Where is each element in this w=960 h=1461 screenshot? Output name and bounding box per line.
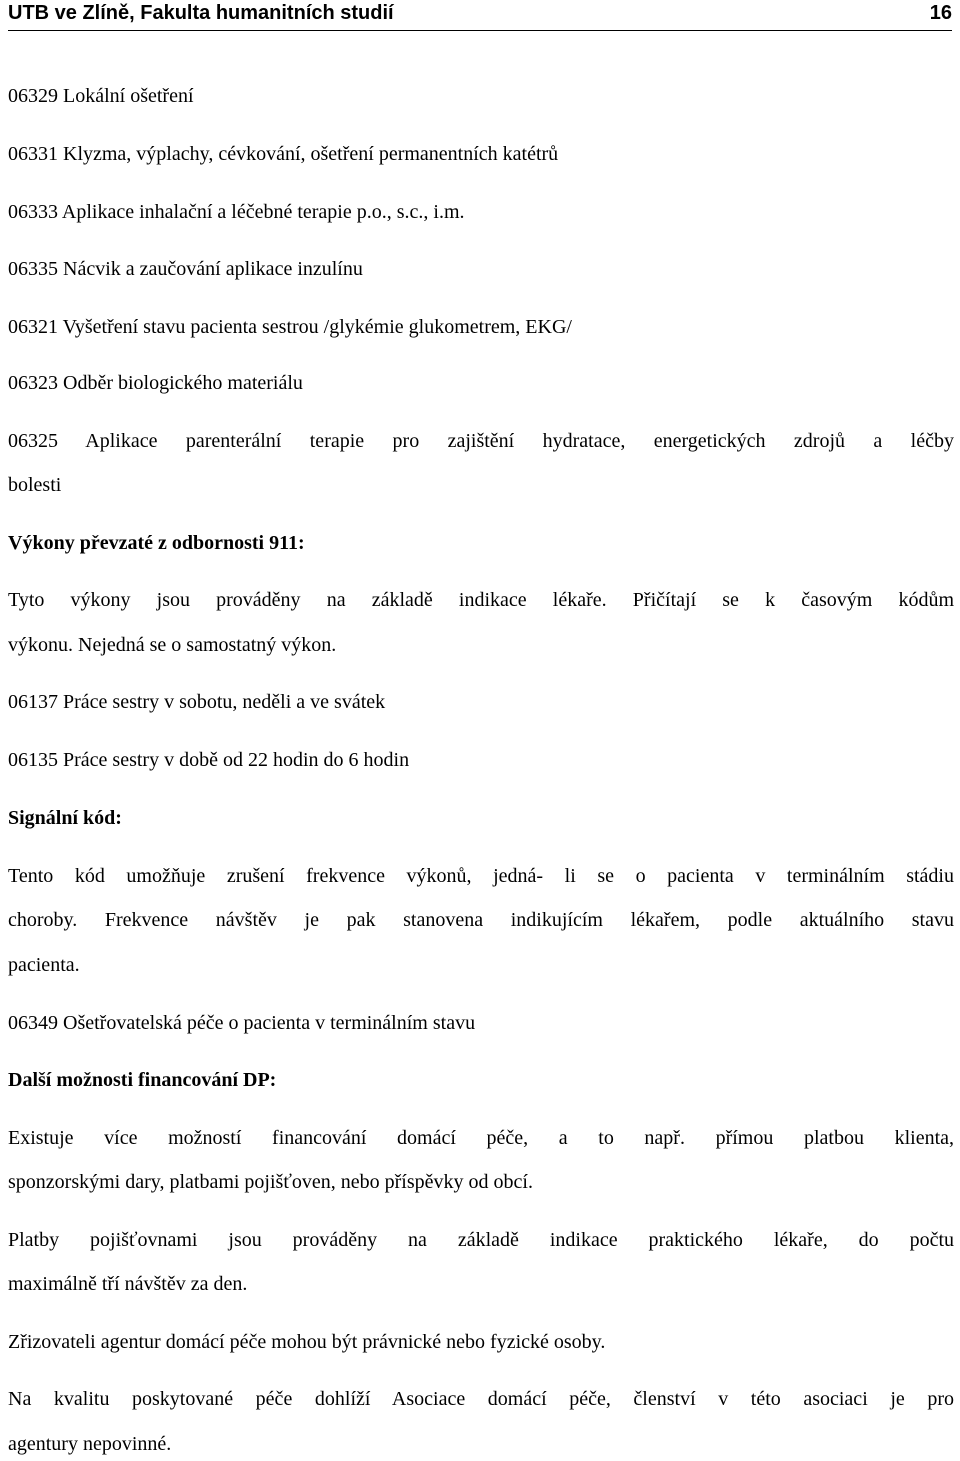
paragraph-signal-line2: choroby. Frekvence návštěv je pak stanovena indikujícím lékařem, podle aktuálního stavu <box>8 909 954 931</box>
code-line-06329: 06329 Lokální ošetření <box>8 85 194 107</box>
paragraph-financing-line1: Existuje více možností financování domácí péče, a to např. přímou platbou klienta, <box>8 1127 954 1149</box>
code-line-06325: 06325 Aplikace parenterální terapie pro zajištění hydratace, energetických zdrojů a léčby <box>8 430 954 452</box>
page-header <box>8 0 952 31</box>
paragraph-signal-line3: pacienta. <box>8 954 80 976</box>
section-heading-911: Výkony převzaté z odbornosti 911: <box>8 532 305 554</box>
section-heading-signal-code: Signální kód: <box>8 807 122 829</box>
code-line-06325-cont: bolesti <box>8 474 62 496</box>
paragraph-founders: Zřizovateli agentur domácí péče mohou být právnické nebo fyzické osoby. <box>8 1331 606 1353</box>
paragraph-signal-line1: Tento kód umožňuje zrušení frekvence výkonů, jedná- li se o pacienta v terminálním stádiu <box>8 865 954 887</box>
paragraph-quality-line1: Na kvalitu poskytované péče dohlíží Asociace domácí péče, členství v této asociaci je pro <box>8 1388 954 1410</box>
code-line-06349: 06349 Ošetřovatelská péče o pacienta v terminálním stavu <box>8 1012 476 1034</box>
code-line-06321: 06321 Vyšetření stavu pacienta sestrou /glykémie glukometrem, EKG/ <box>8 316 572 338</box>
paragraph-insurance-line1: Platby pojišťovnami jsou prováděny na základě indikace praktického lékaře, do počtu <box>8 1229 954 1251</box>
paragraph-insurance-line2: maximálně tří návštěv za den. <box>8 1273 248 1295</box>
page-number: 16 <box>929 2 952 24</box>
code-line-06137: 06137 Práce sestry v sobotu, neděli a ve svátek <box>8 691 386 713</box>
code-line-06323: 06323 Odběr biologického materiálu <box>8 372 303 394</box>
paragraph-financing-line2: sponzorskými dary, platbami pojišťoven, nebo příspěvky od obcí. <box>8 1171 533 1193</box>
code-line-06335: 06335 Nácvik a zaučování aplikace inzulínu <box>8 258 363 280</box>
code-line-06333: 06333 Aplikace inhalační a léčebné terapie p.o., s.c., i.m. <box>8 201 465 223</box>
code-line-06331: 06331 Klyzma, výplachy, cévkování, ošetření permanentních katétrů <box>8 143 559 165</box>
section-heading-financing: Další možnosti financování DP: <box>8 1069 277 1091</box>
paragraph-quality-line2: agentury nepovinné. <box>8 1433 172 1455</box>
paragraph-911-line1: Tyto výkony jsou prováděny na základě indikace lékaře. Přičítají se k časovým kódům <box>8 589 954 611</box>
code-line-06135: 06135 Práce sestry v době od 22 hodin do 6 hodin <box>8 749 410 771</box>
header-title: UTB ve Zlíně, Fakulta humanitních studií <box>8 2 394 24</box>
paragraph-911-line2: výkonu. Nejedná se o samostatný výkon. <box>8 634 337 656</box>
